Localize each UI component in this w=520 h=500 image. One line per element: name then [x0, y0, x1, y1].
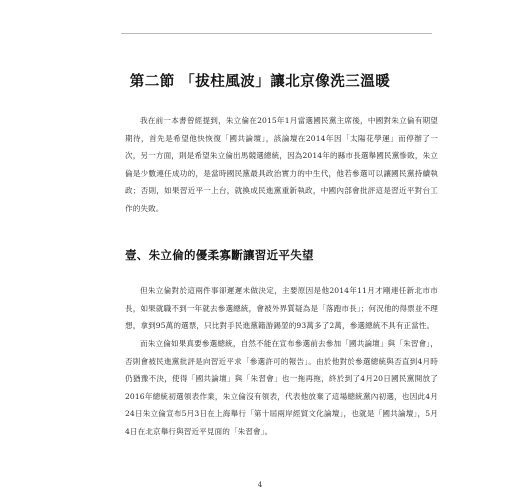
body-paragraph-1: 但朱立倫對於這兩件事卻遲遲未做決定，主要原因是他2014年11月才剛連任新北市市長，如果就職不到一年就去參選總統，會被外界質疑為是「落跑市長」；何況他的得票並不理想，拿到95萬的選票，只比對手民進黨籍游錫堃的93萬多了2萬，參選總統不具有正當性。	[125, 286, 438, 330]
page-number: 4	[257, 481, 263, 489]
header-rule	[121, 33, 432, 34]
section-heading: 壹、朱立倫的優柔寡斷讓習近平失望	[125, 248, 314, 262]
intro-paragraph: 我在前一本書曾經提到，朱立倫在2015年1月當選國民黨主席後，中國對朱立倫有期望期待，首先是希望他快恢復「國共論壇」，該論壇在2014年因「太陽花學運」而停辦了一次，另一方面，則是希望朱立倫出馬競選總統，因為2014年的縣市長選舉國民黨慘敗，朱立倫是少數連任成功的，是當時國民黨最具政治實力的中生代，他若參選可以讓國民黨持續執政；否則，如果習近平一上台，就換成民進黨重新執政，中國內部會批評這是習近平對台工作的失敗。	[125, 116, 438, 213]
chapter-title: 第二節 「拔柱風波」讓北京像洗三溫暖	[129, 73, 391, 90]
body-paragraph-2: 而朱立倫如果真要參選總統，自然不能在宣布參選前去參加「國共論壇」與「朱習會」，否則會被民進黨批評是向習近平求「參選許可的報告」。由於他對於參選總統與否直到4月時仍猶豫不決，使得「國共論壇」與「朱習會」也一拖再拖，終於到了4月20日國民黨開放了2016年總統初選領表作業，朱立倫沒有領表，代表他放棄了這場總統黨內初選，也因此4月24日朱立倫宣布5月3日在上海舉行「第十屆兩岸經貿文化論壇」，也就是「國共論壇」，5月4日在北京舉行與習近平見面的「朱習會」。	[125, 339, 438, 436]
